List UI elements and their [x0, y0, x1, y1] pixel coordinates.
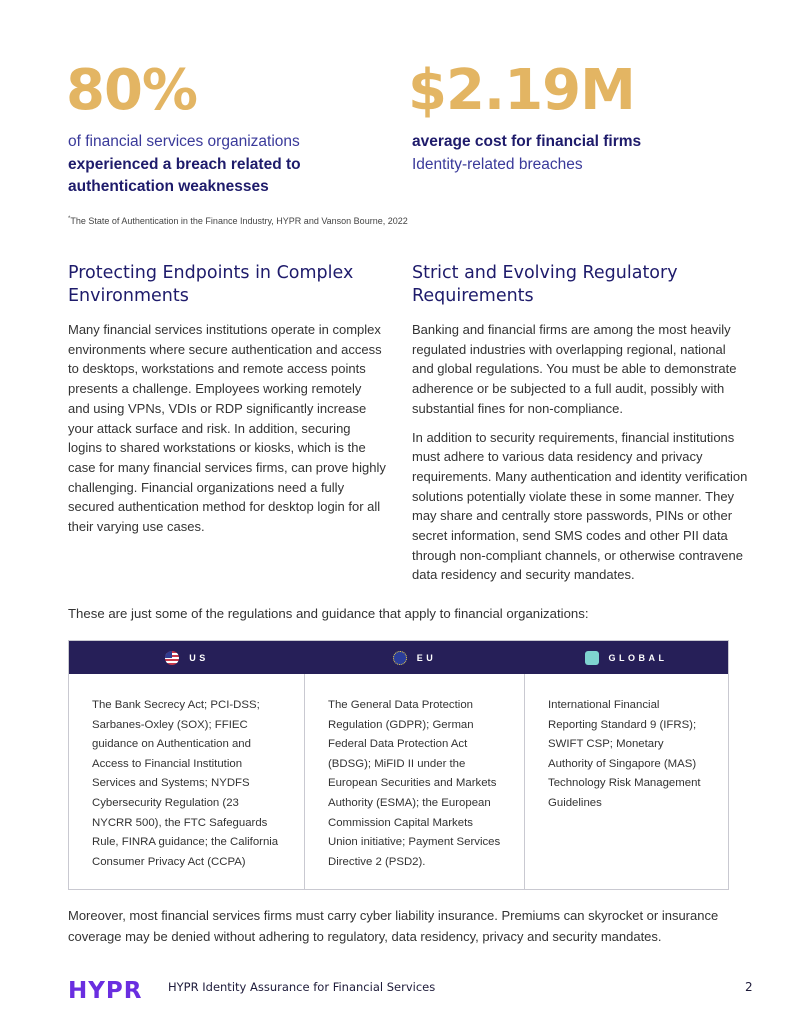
paragraph: Banking and financial firms are among the most heavily regulated industries with overlapping regional, national and global regulations. You must be able to demonstrate adherence or be subjected to a full audit, possibly with substantial fines for non-compliance. [412, 322, 737, 416]
region-cell-us: The Bank Secrecy Act; PCI-DSS; Sarbanes-Oxley (SOX); FFIEC guidance on Authentication and Access to Financial Institution Services and Systems; NYDFS Cybersecurity Regulation (23 NYCRR 500), the FTC Safeguards Rule, FINRA guidance; the California Consumer Privacy Act (CCPA) [69, 674, 305, 889]
us-flag-icon [165, 651, 179, 665]
closing-paragraph: Moreover, most financial services firms must carry cyber liability insurance. Premiums can skyrocket or insurance coverage may be denied without adhering to regulatory, data residency, privacy and security mandates. [68, 908, 719, 944]
section-body-endpoints [68, 320, 386, 537]
stat-caption-bold: average cost for financial firms [412, 133, 642, 150]
section-title-endpoints: Protecting Endpoints in Complex Environments [68, 263, 354, 306]
footnote-marker: * [68, 216, 71, 222]
stat-caption-bold: experienced a breach related to authentication weaknesses [68, 155, 301, 195]
region-cell-eu: The General Data Protection Regulation (GDPR); German Federal Data Protection Act (BDSG); MiFID II under the European Securities and Markets Authority (ESMA); the European Commission Capital Markets Union initiative; Payment Services Directive 2 (PSD2). [305, 674, 525, 889]
paragraph: In addition to security requirements, financial institutions must adhere to various data residency and privacy requirements. Many authentication and identity verification solutions potentially violate these in some manner. They may share and centrally store passwords, PINs or other secret information, send SMS codes and other PII data through non-compliant channels, or otherwise contravene data residency and security mandates. [412, 429, 748, 583]
page-number: 2 [745, 980, 753, 994]
regulations-intro: These are just some of the regulations and guidance that apply to financial organizations: [68, 606, 589, 621]
paragraph: Many financial services institutions operate in complex environments where secure authentication and access to desktops, workstations and remote access points presents a challenge. Employees working remotely and using VPNs, VDIs or RDP significantly increase your attack surface and risk. In addition, securing logins to shared workstations or kiosks, which is the case for many financial services firms, can prove highly challenging. Financial organizations need a fully secured authentication method for desktop login for all their varying use cases. [68, 322, 386, 535]
region-cell-global: International Financial Reporting Standard 9 (IFRS); SWIFT CSP; Monetary Authority of Singapore (MAS) Technology Risk Management Guidelines [548, 699, 701, 809]
region-label: GLOBAL [608, 652, 668, 663]
stat-caption-breach [68, 131, 368, 199]
stat-caption-cost [412, 131, 732, 176]
region-header-us [69, 641, 305, 674]
footnote [68, 216, 408, 226]
stat-caption-line: Identity-related breaches [412, 155, 583, 173]
hypr-logo: HYPR [68, 978, 143, 1004]
section-body-regulatory [412, 320, 750, 585]
footer-title: HYPR Identity Assurance for Financial Services [168, 980, 436, 994]
regulations-table-header [69, 641, 728, 674]
stat-value-cost: $2.19M [408, 58, 635, 123]
region-header-global [524, 641, 728, 674]
stat-caption-line: of financial services organizations [68, 133, 300, 150]
region-label: US [189, 652, 209, 663]
eu-flag-icon [393, 651, 407, 665]
regulations-table-body [69, 674, 728, 889]
globe-icon [585, 651, 599, 665]
stat-value-breach: 80% [66, 58, 198, 123]
region-label: EU [416, 652, 437, 663]
regulations-table [68, 640, 729, 890]
section-title-regulatory: Strict and Evolving Regulatory Requirements [412, 263, 678, 306]
region-header-eu [305, 641, 524, 674]
footnote-text: The State of Authentication in the Finance Industry, HYPR and Vanson Bourne, 2022 [70, 216, 408, 226]
